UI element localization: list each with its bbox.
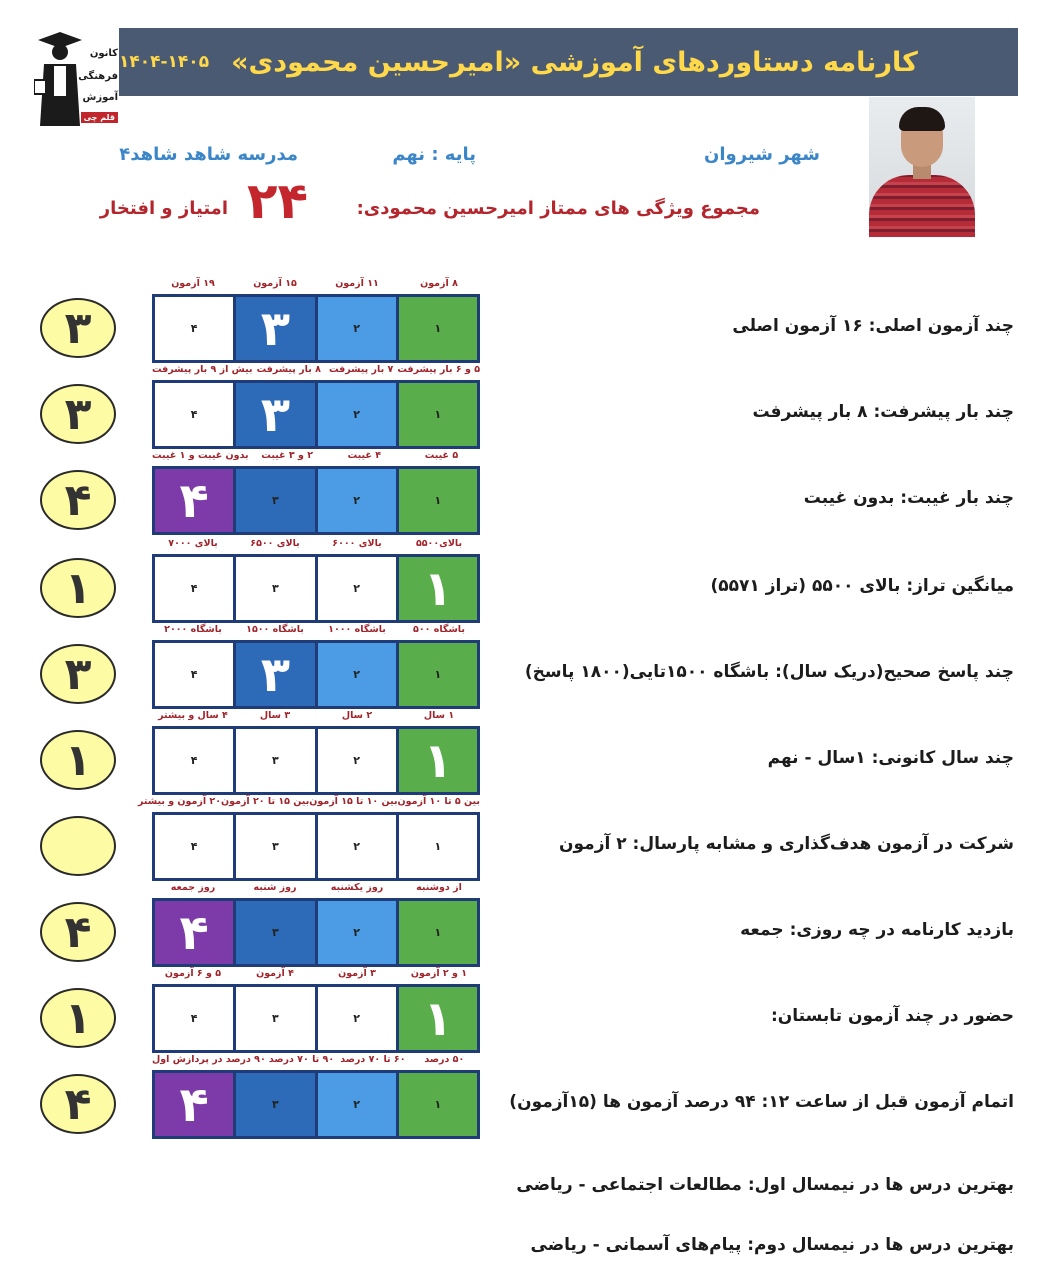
scale-cell-3: ۳ — [236, 469, 314, 532]
criteria-header-3: ۲ و ۳ غیبت — [261, 450, 314, 461]
criteria-scale — [152, 554, 480, 623]
criteria-header-2: بین ۱۰ تا ۱۵ آزمون — [309, 796, 398, 807]
criteria-header-4: بالای ۷۰۰۰ — [168, 538, 218, 549]
page-title: کارنامه دستاوردهای آموزشی «امیرحسین محمودی» — [231, 46, 918, 78]
scale-cell-3: ۳ — [236, 815, 314, 878]
kanoon-logo — [34, 26, 118, 128]
criteria-header-1: ۵ غیبت — [424, 450, 459, 461]
score-label: امتیاز و افتخار — [99, 198, 228, 219]
criteria-question: بازدید کارنامه در چه روزی: جمعه — [740, 920, 1014, 940]
row-score-circle: ۱ — [40, 988, 116, 1048]
row-score-circle: ۳ — [40, 384, 116, 444]
scale-cell-4: ۴ — [155, 557, 233, 620]
criteria-scale — [152, 380, 480, 449]
scale-cell-1: ۱ — [399, 901, 477, 964]
criteria-header-3: بین ۱۵ تا ۲۰ آزمون — [221, 796, 310, 807]
criteria-headers — [152, 277, 480, 291]
scale-cell-4: ۴ — [155, 1073, 233, 1136]
scale-cell-2: ۲ — [318, 987, 396, 1050]
criteria-header-2: ۲ سال — [341, 710, 373, 721]
criteria-header-1: باشگاه ۵۰۰ — [413, 624, 465, 635]
criteria-headers — [152, 709, 480, 723]
row-score-circle: ۳ — [40, 298, 116, 358]
logo-text-4: قلم چی — [81, 112, 118, 123]
criteria-header-4: ۹۰ درصد در پردازش اول — [151, 1054, 266, 1065]
scale-cell-3: ۳ — [236, 987, 314, 1050]
criteria-header-2: ۷ بار پیشرفت — [328, 364, 394, 375]
criteria-headers — [152, 363, 480, 377]
scale-cell-4: ۴ — [155, 729, 233, 792]
scale-cell-4: ۴ — [155, 469, 233, 532]
scale-cell-4: ۴ — [155, 297, 233, 360]
scale-cell-3: ۳ — [236, 901, 314, 964]
criteria-header-4: بیش از ۹ بار پیشرفت — [152, 364, 253, 375]
criteria-header-3: بالای ۶۵۰۰ — [250, 538, 300, 549]
criteria-question: چند سال کانونی: ۱سال - نهم — [767, 748, 1014, 768]
row-score-circle: ۴ — [40, 470, 116, 530]
criteria-headers — [152, 537, 480, 551]
criteria-header-4: روز جمعه — [170, 882, 216, 893]
scale-cell-4: ۴ — [155, 901, 233, 964]
criteria-question: حضور در چند آزمون تابستان: — [770, 1006, 1014, 1026]
criteria-header-2: ۳ آزمون — [338, 968, 376, 979]
criteria-header-2: ۴ غیبت — [347, 450, 382, 461]
row-score-circle: ۳ — [40, 644, 116, 704]
criteria-header-3: روز شنبه — [253, 882, 297, 893]
scale-cell-1: ۱ — [399, 469, 477, 532]
logo-text-1: کانون — [89, 48, 118, 59]
criteria-scale — [152, 294, 480, 363]
criteria-header-4: ۴ سال و بیشتر — [158, 710, 228, 721]
graduate-figure-icon — [34, 26, 84, 128]
school-label: مدرسه شاهد شاهد۴ — [119, 144, 298, 165]
criteria-headers — [152, 449, 480, 463]
criteria-header-1: بالای۵۵۰۰ — [415, 538, 463, 549]
scale-cell-3: ۳ — [236, 557, 314, 620]
criteria-header-4: باشگاه ۲۰۰۰ — [164, 624, 222, 635]
city-label: شهر شیروان — [703, 144, 820, 165]
criteria-headers — [152, 623, 480, 637]
criteria-header-3: ۹۰ تا ۷۰ درصد — [268, 1054, 335, 1065]
grade-label: پایه : نهم — [392, 144, 476, 165]
criteria-header-2: ۶۰ تا ۷۰ درصد — [340, 1054, 406, 1065]
criteria-header-3: ۱۵ آزمون — [253, 278, 297, 289]
criteria-header-1: ۵ و ۶ بار پیشرفت — [397, 364, 480, 375]
scale-cell-3: ۳ — [236, 297, 314, 360]
criteria-header-1: بین ۵ تا ۱۰ آزمون — [397, 796, 480, 807]
criteria-scale — [152, 898, 480, 967]
scale-cell-3: ۳ — [236, 643, 314, 706]
criteria-question: اتمام آزمون قبل از ساعت ۱۲: ۹۴ درصد آزمون ها (۱۵آزمون) — [509, 1092, 1014, 1112]
criteria-scale — [152, 1070, 480, 1139]
criteria-question: چند آزمون اصلی: ۱۶ آزمون اصلی — [732, 316, 1014, 336]
scale-cell-1: ۱ — [399, 1073, 477, 1136]
scale-cell-4: ۴ — [155, 643, 233, 706]
academic-years: ۱۴۰۴-۱۴۰۵ — [119, 52, 210, 72]
criteria-header-2: باشگاه ۱۰۰۰ — [328, 624, 386, 635]
page-header — [119, 28, 1018, 96]
criteria-question: شرکت در آزمون هدف‌گذاری و مشابه پارسال: ۲ آزمون — [559, 834, 1014, 854]
criteria-scale — [152, 812, 480, 881]
criteria-header-1: ۱ سال — [423, 710, 455, 721]
scale-cell-1: ۱ — [399, 815, 477, 878]
scale-cell-4: ۴ — [155, 815, 233, 878]
scale-cell-2: ۲ — [318, 469, 396, 532]
criteria-header-4: ۱۹ آزمون — [171, 278, 215, 289]
total-score: ۲۴ — [247, 172, 309, 230]
criteria-question: چند بار پیشرفت: ۸ بار پیشرفت — [752, 402, 1014, 422]
criteria-header-1: ۵۰ درصد — [424, 1054, 465, 1065]
row-score-circle: ۱ — [40, 730, 116, 790]
criteria-question: چند پاسخ صحیح(دریک سال): باشگاه ۱۵۰۰تایی(۱۸۰۰ پاسخ) — [524, 662, 1014, 682]
criteria-scale — [152, 726, 480, 795]
scale-cell-2: ۲ — [318, 901, 396, 964]
criteria-headers — [152, 881, 480, 895]
scale-cell-1: ۱ — [399, 297, 477, 360]
scale-cell-3: ۳ — [236, 1073, 314, 1136]
scale-cell-2: ۲ — [318, 557, 396, 620]
criteria-header-2: بالای ۶۰۰۰ — [332, 538, 382, 549]
criteria-scale — [152, 984, 480, 1053]
criteria-scale — [152, 466, 480, 535]
scale-cell-1: ۱ — [399, 557, 477, 620]
best-subjects-first-semester: بهترین درس ها در نیمسال اول: مطالعات اجتماعی - ریاضی — [516, 1175, 1014, 1195]
logo-text-2: فرهنگی — [78, 71, 118, 82]
scale-cell-4: ۴ — [155, 383, 233, 446]
criteria-header-2: ۱۱ آزمون — [335, 278, 379, 289]
row-score-circle: ۴ — [40, 1074, 116, 1134]
scale-cell-2: ۲ — [318, 1073, 396, 1136]
scale-cell-1: ۱ — [399, 643, 477, 706]
row-score-circle: ۴ — [40, 902, 116, 962]
criteria-header-2: روز یکشنبه — [330, 882, 384, 893]
scale-cell-3: ۳ — [236, 729, 314, 792]
scale-cell-2: ۲ — [318, 297, 396, 360]
student-photo — [869, 97, 975, 237]
scale-cell-1: ۱ — [399, 729, 477, 792]
criteria-headers — [152, 1053, 480, 1067]
criteria-header-4: ۲۰ آزمون و بیشتر — [137, 796, 221, 807]
total-features-label: مجموع ویژگی های ممتاز امیرحسین محمودی: — [356, 198, 760, 219]
scale-cell-2: ۲ — [318, 815, 396, 878]
logo-text-3: آموزش — [82, 92, 118, 103]
row-score-circle — [40, 816, 116, 876]
criteria-header-3: باشگاه ۱۵۰۰ — [246, 624, 304, 635]
scale-cell-2: ۲ — [318, 643, 396, 706]
criteria-header-1: از دوشنبه — [416, 882, 462, 893]
criteria-question: چند بار غیبت: بدون غیبت — [803, 488, 1014, 508]
scale-cell-1: ۱ — [399, 987, 477, 1050]
scale-cell-2: ۲ — [318, 383, 396, 446]
criteria-header-3: ۸ بار پیشرفت — [256, 364, 321, 375]
criteria-headers — [152, 967, 480, 981]
scale-cell-2: ۲ — [318, 729, 396, 792]
criteria-header-4: ۵ و ۶ آزمون — [164, 968, 222, 979]
criteria-header-3: ۴ آزمون — [256, 968, 294, 979]
criteria-header-4: بدون غیبت و ۱ غیبت — [152, 450, 249, 461]
scale-cell-1: ۱ — [399, 383, 477, 446]
row-score-circle: ۱ — [40, 558, 116, 618]
criteria-header-1: ۱ و ۲ آزمون — [410, 968, 468, 979]
criteria-scale — [152, 640, 480, 709]
criteria-header-3: ۳ سال — [259, 710, 291, 721]
criteria-header-1: ۸ آزمون — [420, 278, 458, 289]
criteria-question: میانگین تراز: بالای ۵۵۰۰ (تراز ۵۵۷۱) — [710, 576, 1014, 596]
best-subjects-second-semester: بهترین درس ها در نیمسال دوم: پیام‌های آسمانی - ریاضی — [530, 1235, 1014, 1255]
criteria-headers — [137, 795, 480, 809]
scale-cell-4: ۴ — [155, 987, 233, 1050]
scale-cell-3: ۳ — [236, 383, 314, 446]
